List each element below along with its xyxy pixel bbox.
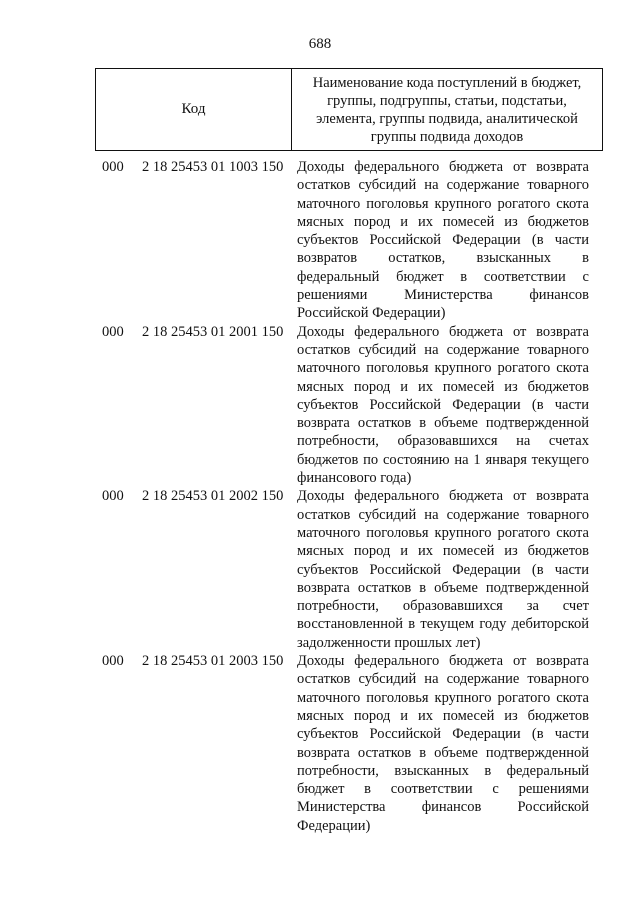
revenue-code: 2 18 25453 01 2001 150	[142, 323, 284, 340]
table-row	[0, 652, 640, 835]
admin-code: 000	[102, 653, 124, 670]
table-row	[0, 487, 640, 652]
revenue-description: Доходы федерального бюджета от возврата остатков субсидий на содержание товарного маточного поголовья крупного рогатого скота мясных пород и их помесей из бюджетов субъектов Российской Федерации (в части возврата остатков в объеме подтвержденной потребности, взысканных в федеральный бюджет в соответствии с решениями Министерства финансов Российской Федерации)	[297, 653, 589, 834]
revenue-description: Доходы федерального бюджета от возврата остатков субсидий на содержание товарного маточного поголовья крупного рогатого скота мясных пород и их помесей из бюджетов субъектов Российской Федерации (в части возврата остатков в объеме подтвержденной потребности, образовавшихся за счет восстановленной в текущем году дебиторской задолженности прошлых лет)	[297, 488, 589, 651]
revenue-description: Доходы федерального бюджета от возврата остатков субсидий на содержание товарного маточного поголовья крупного рогатого скота мясных пород и их помесей из бюджетов субъектов Российской Федерации (в части возврата остатков в объеме подтвержденной потребности, образовавшихся на счетах бюджетов по состоянию на 1 января текущего финансового года)	[297, 323, 589, 487]
revenue-code: 2 18 25453 01 2002 150	[142, 488, 284, 505]
header-code-column: Код	[96, 69, 292, 150]
admin-code: 000	[102, 323, 124, 340]
revenue-description: Доходы федерального бюджета от возврата остатков субсидий на содержание товарного маточного поголовья крупного рогатого скота мясных пород и их помесей из бюджетов субъектов Российской Федерации (в части возвратов остатков, взысканных в федеральный бюджет в соответствии с решениями Министерства финансов Российской Федерации)	[297, 159, 589, 322]
admin-code: 000	[102, 488, 124, 505]
table-row	[0, 158, 640, 323]
admin-code: 000	[102, 159, 124, 175]
header-name-column: Наименование кода поступлений в бюджет, группы, подгруппы, статьи, подстатьи, элемента, группы подвида, аналитической группы подвида доходов	[312, 74, 582, 145]
revenue-code: 2 18 25453 01 2003 150	[142, 653, 284, 670]
page-number: 688	[308, 36, 332, 52]
table-body	[0, 158, 640, 835]
table-row	[0, 323, 640, 488]
revenue-code: 2 18 25453 01 1003 150	[142, 159, 284, 175]
table-header	[95, 68, 603, 151]
